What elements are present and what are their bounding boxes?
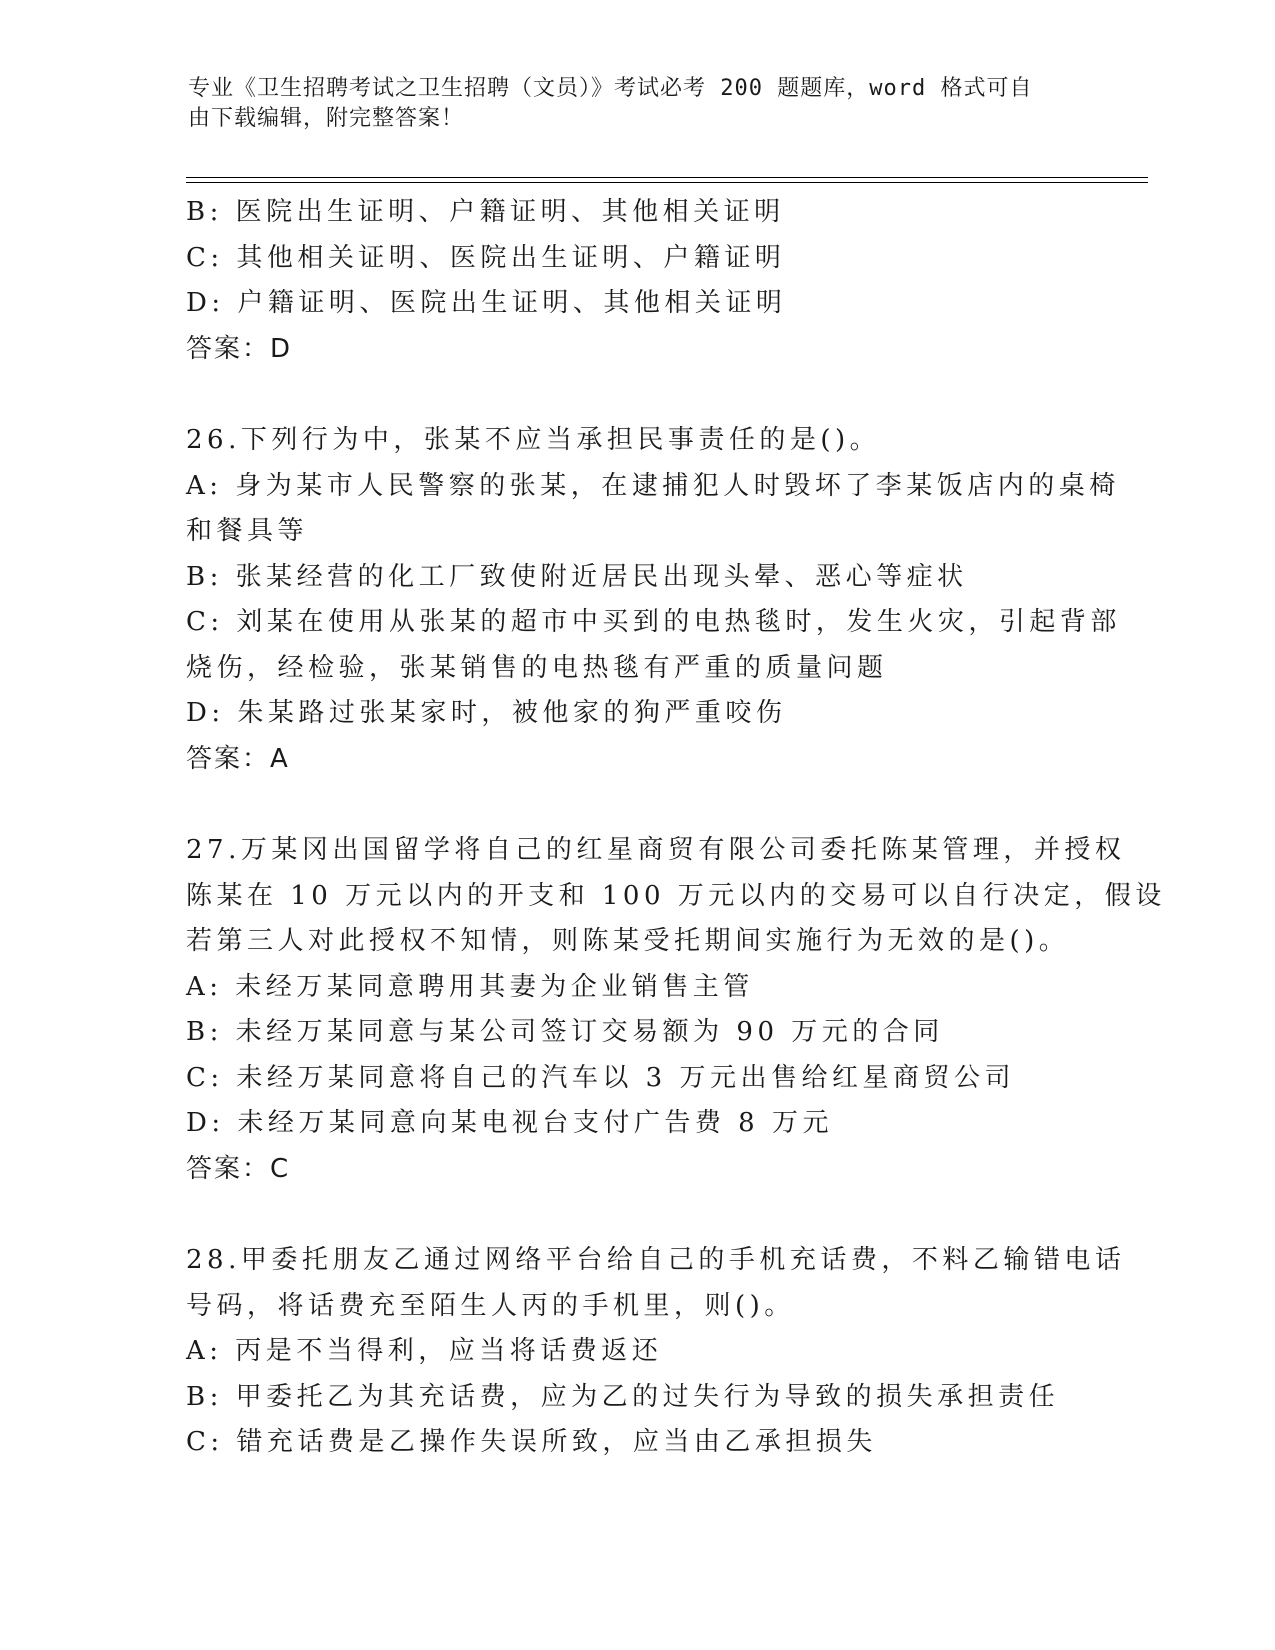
answer: 答案：D	[186, 333, 293, 364]
option-a: A: 未经万某同意聘用其妻为企业销售主管	[186, 971, 754, 1002]
header-divider-top	[186, 177, 1148, 178]
header-line-2: 由下载编辑，附完整答案！	[188, 106, 465, 131]
option-a-continued: 和餐具等	[186, 516, 309, 546]
answer: 答案：C	[186, 1153, 291, 1184]
option-c: C: 未经万某同意将自己的汽车以 3 万元出售给红星商贸公司	[186, 1062, 1015, 1093]
question-stem-continued: 陈某在 10 万元以内的开支和 100 万元以内的交易可以自行决定，假设	[186, 880, 1166, 911]
document-header	[188, 74, 1068, 134]
option-d: D: 户籍证明、医院出生证明、其他相关证明	[186, 288, 787, 318]
option-d: D: 未经万某同意向某电视台支付广告费 8 万元	[186, 1108, 833, 1138]
option-b: B: 甲委托乙为其充话费，应为乙的过失行为导致的损失承担责任	[186, 1381, 1060, 1412]
question-26	[186, 418, 1121, 782]
question-stem: 26.下列行为中，张某不应当承担民事责任的是()。	[186, 425, 881, 455]
option-b: B: 张某经营的化工厂致使附近居民出现头晕、恶心等症状	[186, 561, 968, 592]
header-divider-bottom	[186, 182, 1148, 183]
option-c: C: 错充话费是乙操作失误所致，应当由乙承担损失	[186, 1427, 877, 1457]
answer: 答案：A	[186, 743, 290, 774]
option-b: B: 医院出生证明、户籍证明、其他相关证明	[186, 197, 785, 227]
question-stem-continued: 号码，将话费充至陌生人丙的手机里，则()。	[186, 1290, 795, 1321]
option-d: D: 朱某路过张某家时，被他家的狗严重咬伤	[186, 698, 787, 728]
question-stem-continued: 若第三人对此授权不知情，则陈某受托期间实施行为无效的是()。	[186, 926, 1070, 956]
question-content	[186, 190, 1166, 1466]
option-b: B: 未经万某同意与某公司签订交易额为 90 万元的合同	[186, 1017, 944, 1047]
option-c: C: 其他相关证明、医院出生证明、户籍证明	[186, 242, 786, 273]
option-c-continued: 烧伤，经检验，张某销售的电热毯有严重的质量问题	[186, 652, 888, 683]
option-a: A: 身为某市人民警察的张某，在逮捕犯人时毁坏了李某饭店内的桌椅	[186, 470, 1120, 501]
option-c: C: 刘某在使用从张某的超市中买到的电热毯时，发生火灾，引起背部	[186, 607, 1121, 637]
question-27	[186, 828, 1166, 1192]
option-a: A: 丙是不当得利，应当将话费返还	[186, 1336, 663, 1366]
question-28	[186, 1238, 1126, 1466]
header-line-1: 专业《卫生招聘考试之卫生招聘（文员）》考试必考 200 题题库，word 格式可自	[188, 76, 1033, 101]
question-stem: 27.万某冈出国留学将自己的红星商贸有限公司委托陈某管理，并授权	[186, 835, 1126, 865]
question-stem: 28.甲委托朋友乙通过网络平台给自己的手机充话费，不料乙输错电话	[186, 1245, 1126, 1275]
question-25	[186, 190, 1086, 372]
